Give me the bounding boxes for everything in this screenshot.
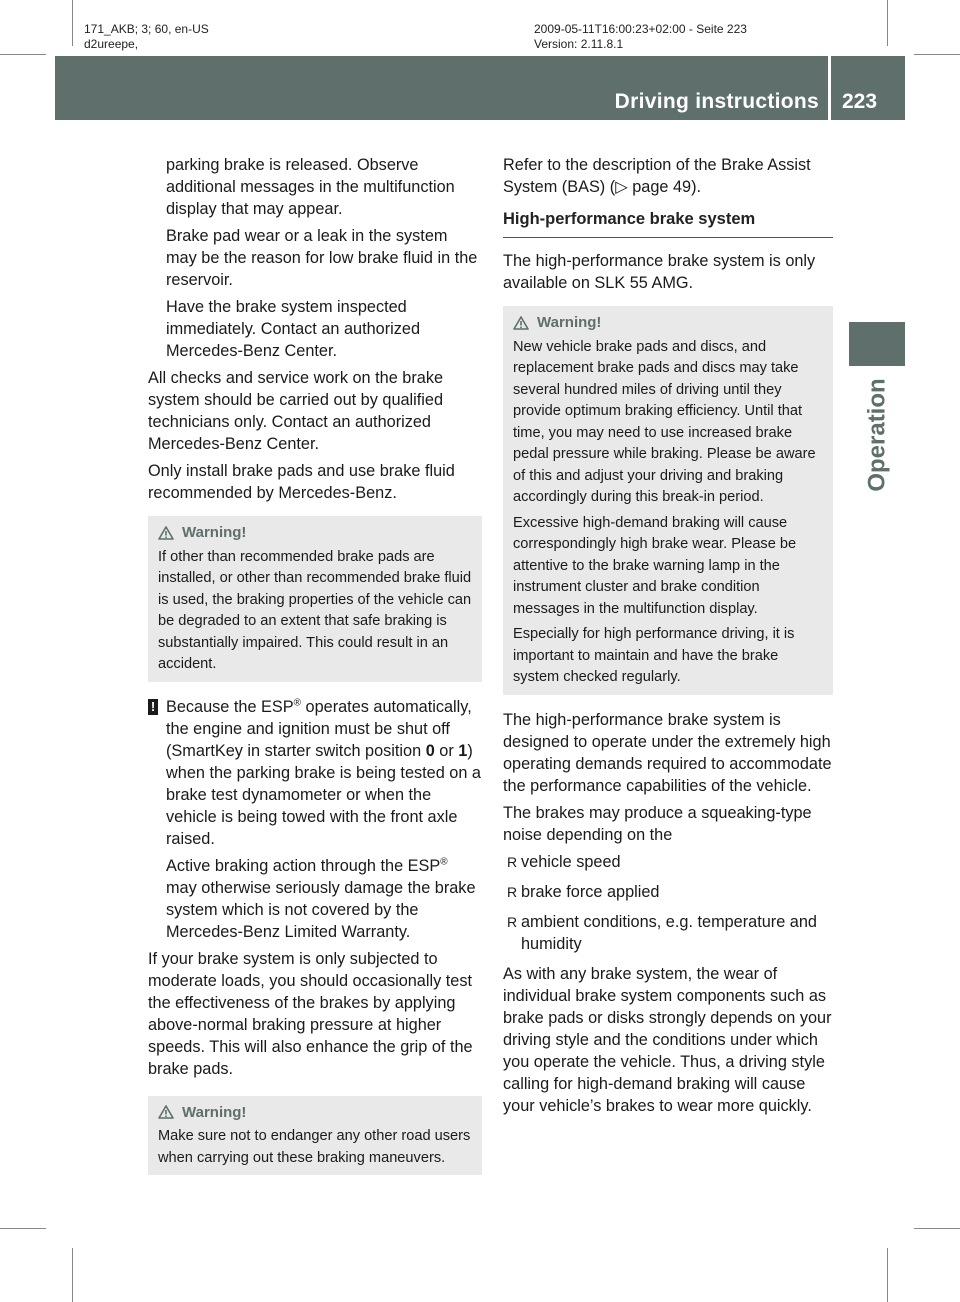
- warning-text: New vehicle brake pads and discs, and replacement brake pads and discs may take several hundred miles of driving until they provide optimum braking efficiency. Until that time, you may need to use increased brake pedal pressure while braking. Please be aware of this and adjust your driving and braking accordingly during this break-in period.: [513, 338, 816, 505]
- trim-mark: [0, 54, 46, 55]
- note-paragraph: [166, 696, 482, 850]
- paragraph: Brake pad wear or a leak in the system may be the reason for low brake fluid in the reservoir.: [166, 227, 478, 289]
- note-text: may otherwise seriously damage the brake system which is not covered by the Mercedes-Benz Limited Warranty.: [166, 878, 476, 941]
- note-paragraph: [166, 855, 482, 943]
- print-meta-line: d2ureepe,: [84, 37, 139, 51]
- paragraph-text: Refer to the description of the Brake Assist System (BAS) (: [503, 156, 811, 196]
- bullet-list: [503, 851, 833, 955]
- paragraph: The high-performance brake system is only available on SLK 55 AMG.: [503, 252, 816, 292]
- warning-header: [158, 1102, 472, 1124]
- page-number: 223: [842, 90, 878, 113]
- note-text: operates automatically, the engine and ignition must be shut off (SmartKey in starter switch position: [166, 697, 472, 760]
- section-tab-text: Operation: [864, 378, 891, 492]
- page-reference-arrow-icon: ▷: [615, 178, 628, 196]
- trim-mark: [887, 1248, 888, 1302]
- warning-text: If other than recommended brake pads are installed, or other than recommended brake fluid is used, the braking properties of the vehicle can be degraded to an extent that safe braking is substantially impaired. This could result in an accident.: [158, 548, 472, 672]
- warning-box: [148, 1096, 482, 1176]
- section-tab-marker: [849, 322, 905, 366]
- warning-title: Warning!: [537, 314, 602, 331]
- print-meta-line: 2009-05-11T16:00:23+02:00 - Seite 223: [534, 22, 747, 36]
- trim-mark: [72, 0, 73, 46]
- print-meta-line: Version: 2.11.8.1: [534, 37, 624, 51]
- paragraph: Only install brake pads and use brake fluid recommended by Mercedes-Benz.: [148, 462, 455, 502]
- warning-header: [158, 522, 472, 544]
- list-item-text: brake force applied: [521, 882, 660, 901]
- warning-title: Warning!: [182, 1103, 247, 1121]
- warning-box: [503, 306, 833, 695]
- print-meta-left: [84, 22, 209, 52]
- key-position-1: 1: [458, 741, 468, 760]
- list-item: [503, 881, 833, 903]
- print-meta-line: 171_AKB; 3; 60, en-US: [84, 22, 209, 36]
- bullet-marker: R: [507, 853, 518, 870]
- warning-triangle-icon: [158, 526, 174, 540]
- paragraph: The high-performance brake system is designed to operate under the extremely high operating demands required to accommodate the performance capabilities of the vehicle.: [503, 710, 832, 795]
- list-item-text: ambient conditions, e.g. temperature and humidity: [521, 912, 817, 953]
- paragraph: [503, 154, 833, 198]
- note-text: or: [434, 741, 459, 760]
- list-item: [503, 911, 833, 955]
- paragraph: As with any brake system, the wear of individual brake system components such as brake pads or disks strongly depends on your driving style and the conditions under which you operate the vehicle. Thus, a driving style calling for high-demand braking will cause your vehicle’s brakes to wear more quickly.: [503, 964, 832, 1115]
- paragraph: parking brake is released. Observe additional messages in the multifunction display that may appear.: [166, 156, 455, 218]
- print-meta-right: [534, 22, 747, 52]
- warning-text: Excessive high-demand braking will cause correspondingly high brake wear. Please be attentive to the brake warning lamp in the instrument cluster and brake condition messages in the multifunction display.: [513, 514, 797, 617]
- header-divider: [828, 56, 831, 120]
- left-column: [148, 154, 482, 1189]
- note-text: Active braking action through the ESP: [166, 856, 441, 875]
- warning-box: [148, 516, 482, 682]
- registered-mark: ®: [440, 856, 448, 868]
- note-text: Because the ESP: [166, 697, 294, 716]
- paragraph: All checks and service work on the brake system should be carried out by qualified technicians only. Contact an authorized Mercedes-Benz Center.: [148, 369, 444, 453]
- warning-title: Warning!: [182, 524, 247, 541]
- warning-text: Especially for high performance driving, it is important to maintain and have the brake system checked regularly.: [513, 626, 795, 685]
- bullet-marker: R: [507, 883, 518, 900]
- paragraph: If your brake system is only subjected to moderate loads, you should occasionally test the effectiveness of the brakes by applying above-normal braking pressure at higher speeds. This will also enhance the grip of the brake pads.: [148, 949, 473, 1078]
- list-item: [503, 851, 833, 873]
- note-text: ) when the parking brake is being tested on a brake test dynamometer or when the vehicle is being towed with the front axle raised.: [166, 741, 481, 848]
- trim-mark: [0, 1228, 46, 1229]
- right-column: [503, 154, 833, 1122]
- trim-mark: [72, 1248, 73, 1302]
- bullet-marker: R: [507, 913, 518, 930]
- section-heading: High-performance brake system: [503, 208, 833, 238]
- paragraph: Have the brake system inspected immediately. Contact an authorized Mercedes-Benz Center.: [166, 298, 420, 360]
- trim-mark: [914, 54, 960, 55]
- warning-header: [513, 312, 823, 334]
- warning-triangle-icon: [513, 316, 529, 330]
- paragraph-text: page 49).: [627, 178, 702, 196]
- warning-triangle-icon: [158, 1105, 174, 1119]
- trim-mark: [914, 1228, 960, 1229]
- paragraph: The brakes may produce a squeaking-type noise depending on the: [503, 803, 812, 844]
- key-position-0: 0: [425, 741, 435, 760]
- section-tab-label: [858, 380, 898, 490]
- trim-mark: [887, 0, 888, 46]
- exclamation-icon: !: [148, 699, 158, 715]
- warning-text: Make sure not to endanger any other road users when carrying out these braking maneuvers.: [158, 1128, 471, 1166]
- page-title: Driving instructions: [614, 90, 819, 113]
- list-item-text: vehicle speed: [521, 852, 621, 871]
- note-block: [148, 696, 482, 943]
- registered-mark: ®: [293, 697, 301, 709]
